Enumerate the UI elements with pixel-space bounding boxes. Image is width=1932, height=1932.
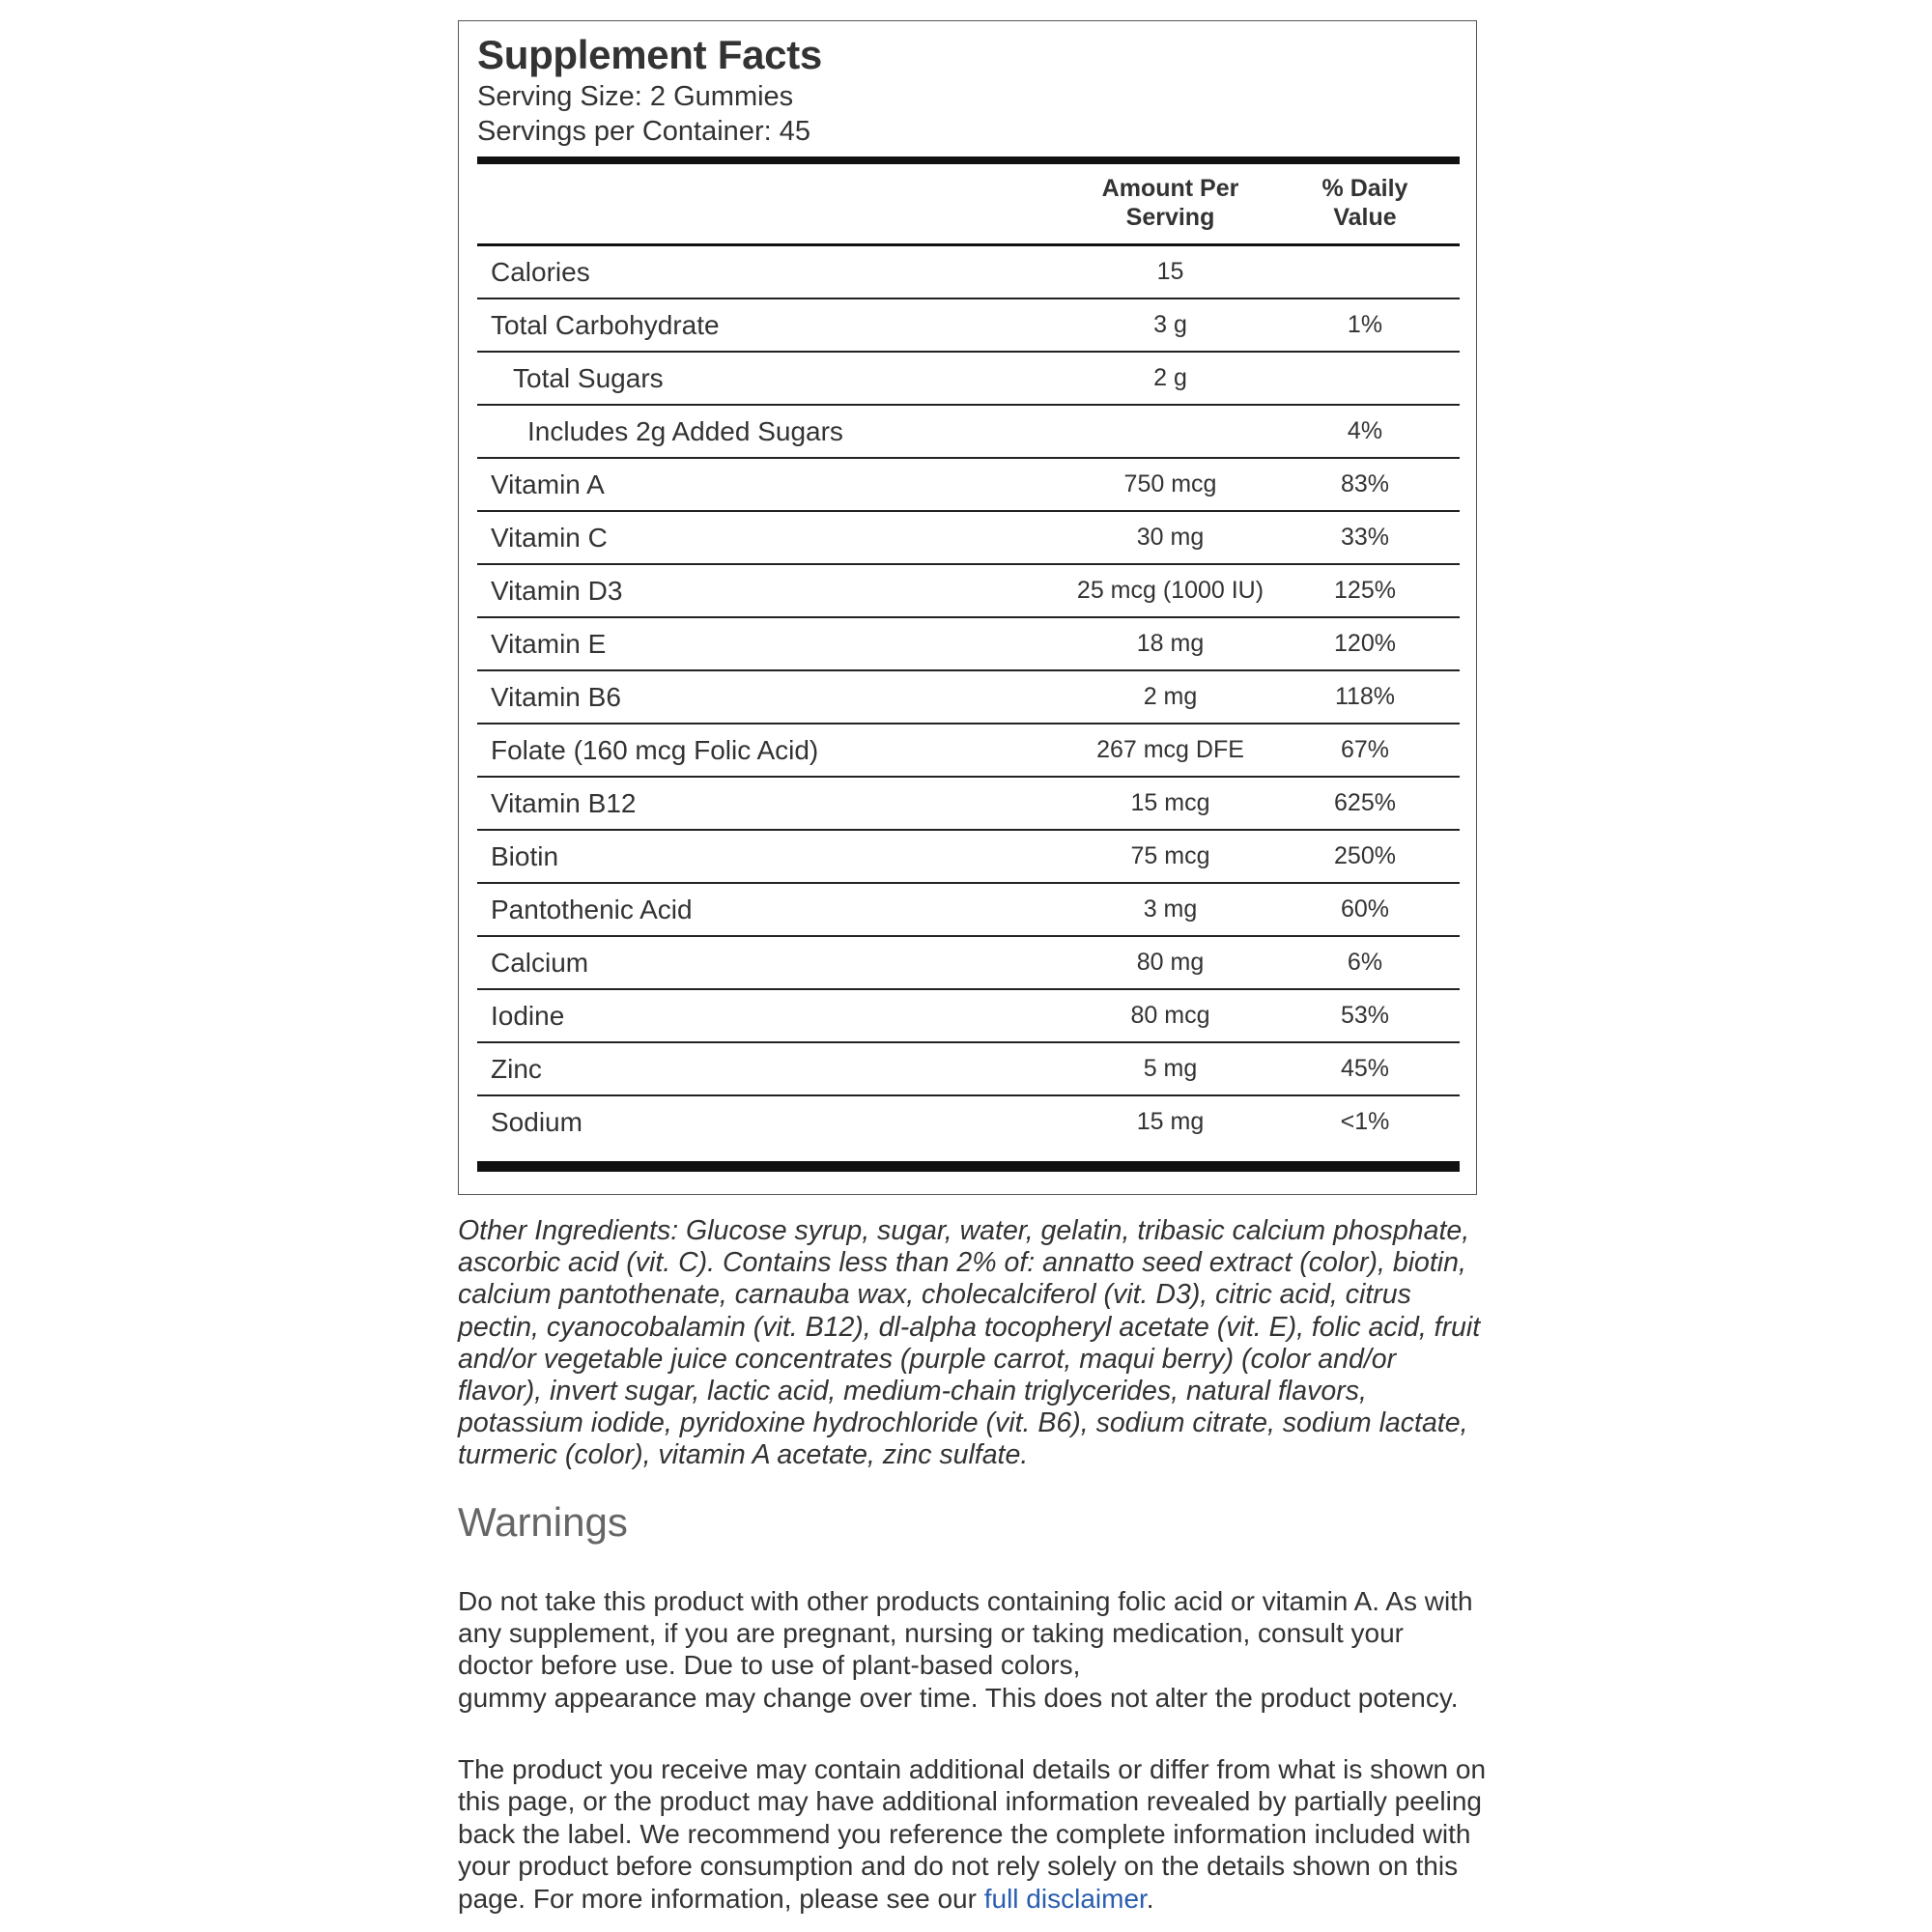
warnings-text-part2: gummy appearance may change over time. This does not alter the product potency.	[458, 1682, 1459, 1713]
nutrient-amount: 267 mcg DFE	[1070, 724, 1270, 777]
nutrient-name: Vitamin B12	[477, 777, 1070, 830]
nutrient-row	[477, 564, 1460, 617]
nutrient-amount: 15	[1070, 245, 1270, 299]
other-ingredients: Other Ingredients: Glucose syrup, sugar, water, gelatin, tribasic calcium phosphate, ascorbic acid (vit. C). Contains less than 2% of: annatto seed extract (color), biotin, calcium pantothenate, carnauba wax, cholecalciferol (vit. D3), citric acid, citrus pectin, cyanocobalamin (vit. B12), dl-alpha tocopheryl acetate (vit. E), folic acid, fruit and/or vegetable juice concentrates (purple carrot, maqui berry) (color and/or flavor), invert sugar, lactic acid, medium-chain triglycerides, natural flavors, potassium iodide, pyridoxine hydrochloride (vit. B6), sodium citrate, sodium lactate, turmeric (color), vitamin A acetate, zinc sulfate.	[458, 1215, 1481, 1471]
header-daily-value	[1270, 164, 1460, 245]
nutrient-amount: 30 mg	[1070, 511, 1270, 564]
nutrient-daily-value: 118%	[1270, 670, 1460, 724]
nutrient-amount: 15 mg	[1136, 1108, 1205, 1135]
nutrient-amount: 750 mcg	[1070, 458, 1270, 511]
nutrient-name: Vitamin D3	[477, 564, 1070, 617]
nutrient-amount: 2 mg	[1070, 670, 1270, 724]
nutrient-amount: 15 mcg	[1070, 777, 1270, 830]
nutrient-amount: 3 mg	[1070, 883, 1270, 936]
disclaimer-end: .	[1146, 1883, 1154, 1914]
nutrient-row	[477, 670, 1460, 724]
warnings-text	[458, 1585, 1482, 1714]
nutrient-name: Vitamin B6	[477, 670, 1070, 724]
nutrient-row	[477, 245, 1460, 299]
nutrient-rows	[477, 245, 1460, 1149]
nutrient-daily-value: 6%	[1270, 936, 1460, 989]
nutrient-amount: 5 mg	[1070, 1042, 1270, 1095]
nutrient-row	[477, 777, 1460, 830]
nutrient-row	[477, 830, 1460, 883]
nutrient-amount: 80 mg	[1070, 936, 1270, 989]
nutrient-name: Folate (160 mcg Folic Acid)	[477, 724, 1070, 777]
warnings-text-part1: Do not take this product with other products containing folic acid or vitamin A. As with any supplement, if you are pregnant, nursing or taking medication, consult your doctor before use. Due to use of plant-based colors,	[458, 1586, 1473, 1681]
header-dv-line2: Value	[1333, 204, 1397, 231]
nutrient-daily-value: 83%	[1270, 458, 1460, 511]
nutrient-name: Iodine	[477, 989, 1070, 1042]
nutrient-daily-value: 1%	[1270, 298, 1460, 352]
nutrient-name: Zinc	[477, 1042, 1070, 1095]
nutrient-row	[477, 936, 1460, 989]
nutrient-daily-value: 33%	[1270, 511, 1460, 564]
nutrient-amount: 25 mcg (1000 IU)	[1070, 564, 1270, 617]
nutrient-name: Includes 2g Added Sugars	[477, 405, 1070, 458]
supplement-facts-panel	[458, 20, 1477, 1195]
supplement-facts-content	[477, 31, 1460, 1172]
header-name-column	[477, 164, 1070, 245]
nutrient-row	[477, 352, 1460, 405]
nutrient-daily-value: 45%	[1270, 1042, 1460, 1095]
nutrient-row	[477, 1042, 1460, 1095]
nutrient-daily-value: 125%	[1270, 564, 1460, 617]
servings-per-container: Servings per Container: 45	[477, 116, 810, 147]
nutrient-daily-value: 60%	[1270, 883, 1460, 936]
nutrient-row	[477, 883, 1460, 936]
header-amount-per-serving	[1070, 164, 1270, 245]
nutrient-name: Vitamin E	[477, 617, 1070, 670]
nutrient-daily-value: 4%	[1270, 405, 1460, 458]
header-dv-line1: % Daily	[1321, 175, 1408, 202]
nutrient-amount: 80 mcg	[1070, 989, 1270, 1042]
nutrient-daily-value	[1270, 245, 1460, 299]
nutrient-row	[477, 458, 1460, 511]
bottom-thick-rule	[477, 1161, 1460, 1172]
nutrient-amount: 18 mg	[1070, 617, 1270, 670]
supplement-facts-title: Supplement Facts	[477, 32, 822, 77]
nutrient-name: Vitamin A	[477, 458, 1070, 511]
nutrient-row	[477, 617, 1460, 670]
nutrient-daily-value: 67%	[1270, 724, 1460, 777]
nutrient-table-header	[477, 164, 1460, 245]
disclaimer-body: The product you receive may contain additional details or differ from what is shown on this page, or the product may have additional information revealed by partially peeling back the label. We recommend you reference the complete information included with your product before consumption and do not rely solely on the details shown on this page. For more information, please see our	[458, 1754, 1487, 1914]
nutrient-row	[477, 298, 1460, 352]
nutrient-name: Calories	[477, 245, 1070, 299]
nutrient-daily-value: <1%	[1340, 1108, 1390, 1135]
serving-size: Serving Size: 2 Gummies	[477, 81, 794, 112]
nutrient-name: Vitamin C	[477, 511, 1070, 564]
nutrient-name: Total Sugars	[477, 352, 1070, 405]
nutrient-row	[477, 511, 1460, 564]
header-amount-line1: Amount Per	[1101, 175, 1239, 202]
disclaimer-text	[458, 1753, 1487, 1915]
nutrient-daily-value: 53%	[1270, 989, 1460, 1042]
nutrient-row	[477, 405, 1460, 458]
nutrient-name: Biotin	[477, 830, 1070, 883]
nutrient-amount	[1070, 405, 1270, 458]
nutrient-amount: 75 mcg	[1070, 830, 1270, 883]
warnings-heading: Warnings	[458, 1499, 628, 1545]
nutrient-row	[477, 989, 1460, 1042]
nutrient-name: Total Carbohydrate	[477, 298, 1070, 352]
top-thick-rule	[477, 156, 1460, 164]
nutrient-daily-value: 120%	[1270, 617, 1460, 670]
nutrient-row	[477, 724, 1460, 777]
nutrient-daily-value: 625%	[1270, 777, 1460, 830]
nutrient-daily-value: 250%	[1270, 830, 1460, 883]
nutrient-row	[477, 1095, 1460, 1148]
nutrient-name: Pantothenic Acid	[477, 883, 1070, 936]
header-amount-line2: Serving	[1125, 204, 1215, 231]
nutrient-amount: 2 g	[1070, 352, 1270, 405]
nutrient-name: Calcium	[477, 936, 1070, 989]
nutrient-name: Sodium	[491, 1106, 582, 1137]
nutrient-daily-value	[1270, 352, 1460, 405]
full-disclaimer-link[interactable]: full disclaimer	[983, 1883, 1147, 1914]
nutrient-amount: 3 g	[1070, 298, 1270, 352]
nutrient-table	[477, 164, 1460, 1148]
